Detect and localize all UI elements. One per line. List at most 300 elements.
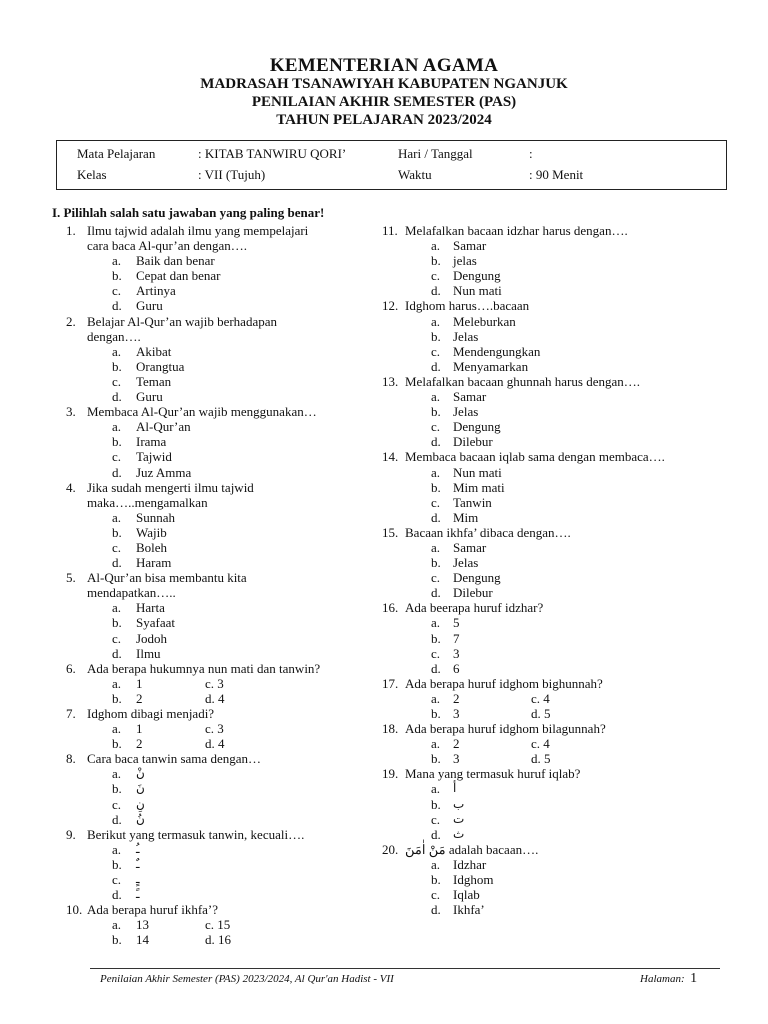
- option-text: Harta: [136, 600, 165, 616]
- question-text: Bacaan ikhfa’ dibaca dengan….: [405, 524, 571, 540]
- question-line: [382, 374, 712, 389]
- option: [382, 797, 712, 812]
- question-line: [382, 721, 712, 736]
- option-text: Artinya: [136, 283, 176, 299]
- subject-value: : KITAB TANWIRU QORI’: [198, 146, 347, 161]
- option-letter: d.: [431, 283, 441, 299]
- question-line: [52, 404, 372, 419]
- question-line: [382, 298, 712, 313]
- option-letter: c.: [431, 570, 441, 586]
- option: [52, 842, 372, 857]
- option: [52, 253, 372, 268]
- question-item: [382, 766, 712, 841]
- option-text-second: c. 3: [205, 675, 224, 691]
- question-line: [52, 223, 372, 238]
- question-item: [52, 661, 372, 706]
- option-text: Cepat dan benar: [136, 268, 221, 284]
- option: [52, 419, 372, 434]
- question-number: 12.: [382, 298, 399, 314]
- option-text: 3: [453, 706, 460, 721]
- option: [382, 646, 712, 661]
- question-item: [52, 223, 372, 314]
- option-text: Wajib: [136, 524, 167, 540]
- option: [52, 389, 372, 404]
- option-letter: b.: [112, 690, 122, 706]
- option: [382, 359, 712, 374]
- option: [382, 389, 712, 404]
- question-item: [52, 570, 372, 661]
- question-text: Jika sudah mengerti ilmu tajwid: [87, 479, 254, 495]
- option-letter: a.: [112, 841, 122, 857]
- question-line: [52, 827, 372, 842]
- option-text: 3: [453, 751, 460, 767]
- option: [382, 344, 712, 359]
- subject-label: Mata Pelajaran: [77, 146, 156, 161]
- option-text: 14: [136, 932, 149, 948]
- option-letter: a.: [112, 721, 122, 737]
- option-letter: d.: [112, 389, 122, 405]
- question-number: 13.: [382, 373, 399, 389]
- option-text: ـً: [136, 887, 140, 902]
- option: [382, 585, 712, 600]
- option: [52, 344, 372, 359]
- option-letter: a.: [112, 419, 122, 435]
- option-pair: [52, 932, 372, 947]
- option-pair: [52, 676, 372, 691]
- option: [52, 268, 372, 283]
- question-text: Ada berapa huruf idghom bighunnah?: [405, 675, 603, 691]
- option-letter: b.: [431, 751, 441, 767]
- question-number: 3.: [66, 404, 76, 420]
- question-number: 10.: [66, 902, 83, 918]
- option-letter: b.: [431, 404, 441, 420]
- option-text: Jelas: [453, 328, 479, 344]
- question-item: [52, 480, 372, 571]
- option-pair: [52, 691, 372, 706]
- date-label: Hari / Tanggal: [398, 146, 473, 161]
- question-line: [52, 570, 372, 585]
- question-line: [52, 902, 372, 917]
- option: [52, 646, 372, 661]
- option: [52, 359, 372, 374]
- option-text: 7: [453, 630, 460, 646]
- option-letter: c.: [431, 887, 441, 903]
- option-text: Dengung: [453, 268, 501, 284]
- page-label: Halaman:: [640, 973, 685, 985]
- option-letter: a.: [112, 766, 122, 782]
- option-letter: a.: [112, 600, 122, 616]
- option-letter: a.: [431, 313, 441, 329]
- option-letter: d.: [431, 509, 441, 525]
- option-text: Dengung: [453, 570, 501, 586]
- option-letter: d.: [112, 887, 122, 903]
- question-number: 6.: [66, 660, 76, 676]
- option-text: Idghom: [453, 872, 494, 888]
- question-text: Berikut yang termasuk tanwin, kecuali….: [87, 826, 305, 842]
- question-item: [382, 525, 712, 600]
- option-text: ـٌ: [136, 856, 140, 871]
- section-title: I. Pilihlah salah satu jawaban yang paling benar!: [52, 205, 325, 220]
- question-item: [382, 449, 712, 524]
- question-text: Melafalkan bacaan idzhar harus dengan….: [405, 223, 628, 238]
- option-text: ب: [453, 796, 465, 811]
- question-number: 9.: [66, 826, 76, 842]
- date-value: :: [529, 146, 533, 161]
- option-text-second: c. 3: [205, 721, 224, 737]
- question-text: Ada berapa huruf ikhfa’?: [87, 902, 219, 918]
- option: [382, 857, 712, 872]
- option-text: Irama: [136, 434, 167, 450]
- option-text: Mendengungkan: [453, 343, 541, 359]
- option: [382, 570, 712, 585]
- option-text: نِ: [136, 796, 145, 811]
- option-letter: c.: [431, 343, 441, 359]
- option-text: ـٍ: [136, 872, 140, 887]
- option: [382, 419, 712, 434]
- question-number: 2.: [66, 313, 76, 329]
- option-text: Jelas: [453, 555, 479, 571]
- question-line: [52, 661, 372, 676]
- time-label: Waktu: [398, 167, 432, 182]
- option: [382, 781, 712, 796]
- option: [52, 887, 372, 902]
- option-letter: b.: [431, 872, 441, 888]
- question-number: 20.: [382, 841, 399, 857]
- option-text: Samar: [453, 238, 487, 254]
- option-text: Idzhar: [453, 856, 487, 872]
- option-letter: c.: [112, 796, 122, 812]
- option: [52, 631, 372, 646]
- option-letter: a.: [431, 539, 441, 555]
- question-text: Ada beerapa huruf idzhar?: [405, 600, 544, 616]
- option-text: Samar: [453, 539, 487, 555]
- time-value: : 90 Menit: [529, 167, 584, 182]
- option-letter: b.: [431, 253, 441, 269]
- question-text: مَنْ اٰمَنَ adalah bacaan….: [405, 841, 539, 857]
- class-value: : VII (Tujuh): [198, 167, 266, 182]
- option-letter: c.: [112, 283, 122, 299]
- question-text: dengan….: [87, 328, 141, 344]
- option: [382, 631, 712, 646]
- option: [382, 661, 712, 676]
- option-text: Akibat: [136, 343, 172, 359]
- option-text-second: d. 5: [531, 751, 551, 767]
- question-number: 17.: [382, 675, 399, 691]
- option-letter: d.: [431, 585, 441, 601]
- option-letter: b.: [431, 328, 441, 344]
- question-number: 5.: [66, 570, 76, 586]
- question-text: Ada berapa hukumnya nun mati dan tanwin?: [87, 660, 321, 676]
- option-letter: a.: [431, 238, 441, 254]
- option-text: نُ: [136, 811, 145, 826]
- option: [382, 329, 712, 344]
- option: [52, 374, 372, 389]
- school-name: MADRASAH TSANAWIYAH KABUPATEN NGANJUK: [200, 76, 568, 92]
- option-letter: b.: [112, 615, 122, 631]
- option-letter: d.: [112, 555, 122, 571]
- question-line-cont: [52, 238, 372, 253]
- question-number: 15.: [382, 524, 399, 540]
- question-item: [382, 842, 712, 917]
- option-pair: [382, 706, 712, 721]
- question-line: [52, 314, 372, 329]
- option-letter: d.: [112, 464, 122, 480]
- option-text: Teman: [136, 373, 172, 389]
- option: [382, 434, 712, 449]
- option: [52, 465, 372, 480]
- option-pair: [52, 721, 372, 736]
- option-text: Haram: [136, 555, 172, 571]
- question-item: [52, 706, 372, 751]
- option-letter: a.: [431, 781, 441, 797]
- option: [52, 298, 372, 313]
- option: [52, 797, 372, 812]
- questions-right-column: [382, 205, 712, 917]
- option: [52, 434, 372, 449]
- option-text: Jodoh: [136, 630, 168, 646]
- option-letter: a.: [431, 615, 441, 631]
- option: [382, 812, 712, 827]
- option-letter: d.: [431, 434, 441, 450]
- identity-box: [56, 140, 727, 190]
- option-text: 2: [136, 690, 143, 706]
- option-text: Ikhfa’: [453, 902, 485, 918]
- option-text: 6: [453, 660, 460, 676]
- footer-rule: [90, 968, 720, 969]
- option: [382, 314, 712, 329]
- option: [52, 510, 372, 525]
- option-pair: [382, 751, 712, 766]
- option-letter: b.: [112, 736, 122, 752]
- option-pair: [52, 917, 372, 932]
- question-item: [52, 827, 372, 902]
- header-title: KEMENTERIAN AGAMA: [269, 55, 499, 76]
- option: [52, 857, 372, 872]
- option-letter: a.: [112, 675, 122, 691]
- question-line-cont: [52, 329, 372, 344]
- option-letter: b.: [431, 555, 441, 571]
- option-letter: a.: [431, 856, 441, 872]
- option-text: أ: [453, 781, 457, 796]
- option-text: Samar: [453, 389, 487, 405]
- option-letter: c.: [112, 872, 122, 888]
- option-text: ت: [453, 811, 465, 826]
- option-text: Iqlab: [453, 887, 480, 903]
- option-text: نَ: [136, 781, 145, 796]
- option-text: Mim: [453, 509, 479, 525]
- question-line: [382, 449, 712, 464]
- option: [382, 495, 712, 510]
- question-text: Idghom harus….bacaan: [405, 298, 530, 314]
- option: [52, 540, 372, 555]
- option: [52, 555, 372, 570]
- option-letter: b.: [112, 781, 122, 797]
- question-line-cont: [52, 585, 372, 600]
- question-line: [382, 842, 712, 857]
- option-letter: d.: [112, 811, 122, 827]
- option: [52, 525, 372, 540]
- option-letter: a.: [112, 509, 122, 525]
- option: [382, 887, 712, 902]
- option-text-second: c. 4: [531, 736, 550, 752]
- option: [52, 449, 372, 464]
- option-text: نْ: [136, 766, 145, 781]
- option-text: 1: [136, 675, 143, 691]
- question-text: Ilmu tajwid adalah ilmu yang mempelajari: [87, 223, 309, 238]
- question-line: [52, 751, 372, 766]
- question-number: 1.: [66, 223, 76, 238]
- option-letter: b.: [431, 706, 441, 721]
- question-line: [382, 525, 712, 540]
- question-item: [382, 600, 712, 675]
- option-text: Syafaat: [136, 615, 175, 631]
- question-text: Mana yang termasuk huruf iqlab?: [405, 766, 581, 782]
- option: [382, 555, 712, 570]
- option-text: 2: [136, 736, 143, 752]
- question-line: [382, 676, 712, 691]
- option-pair: [52, 736, 372, 751]
- option-text: 5: [453, 615, 460, 631]
- option-letter: a.: [112, 253, 122, 269]
- question-text: Membaca bacaan iqlab sama dengan membaca….: [405, 449, 665, 465]
- option: [382, 238, 712, 253]
- question-text: mendapatkan…..: [87, 585, 176, 601]
- option-letter: c.: [431, 268, 441, 284]
- option: [382, 615, 712, 630]
- option-text: Orangtua: [136, 358, 185, 374]
- option-letter: a.: [431, 389, 441, 405]
- question-number: 19.: [382, 766, 399, 782]
- option-letter: b.: [431, 630, 441, 646]
- option-text: Jelas: [453, 404, 479, 420]
- option: [52, 600, 372, 615]
- option-text: Ilmu: [136, 645, 161, 661]
- option-letter: d.: [431, 826, 441, 842]
- question-text: Cara baca tanwin sama dengan…: [87, 751, 261, 767]
- option: [52, 781, 372, 796]
- exam-name: PENILAIAN AKHIR SEMESTER (PAS): [251, 94, 517, 110]
- option-letter: c.: [431, 494, 441, 510]
- option: [382, 902, 712, 917]
- option-text: Baik dan benar: [136, 253, 215, 269]
- option-letter: b.: [112, 856, 122, 872]
- option-letter: c.: [431, 645, 441, 661]
- option: [52, 812, 372, 827]
- question-item: [52, 314, 372, 405]
- option: [382, 872, 712, 887]
- option-text: Nun mati: [453, 464, 502, 480]
- question-text: Al-Qur’an bisa membantu kita: [87, 570, 247, 586]
- option-text-second: d. 16: [205, 932, 231, 948]
- option: [382, 253, 712, 268]
- question-text: Melafalkan bacaan ghunnah harus dengan….: [405, 373, 640, 389]
- option-text: 13: [136, 917, 149, 933]
- page-num: 1: [690, 971, 698, 986]
- option-text: Mim mati: [453, 479, 505, 495]
- question-text: Membaca Al-Qur’an wajib menggunakan…: [87, 404, 317, 420]
- option-letter: a.: [431, 690, 441, 706]
- question-item: [382, 676, 712, 721]
- option-text-second: d. 4: [205, 736, 225, 752]
- option-text: Dengung: [453, 419, 501, 435]
- option-text-second: d. 4: [205, 690, 225, 706]
- option-text: Dilebur: [453, 585, 493, 601]
- question-line-cont: [52, 495, 372, 510]
- option-pair: [382, 736, 712, 751]
- option-text: Dilebur: [453, 434, 493, 450]
- option-letter: c.: [112, 539, 122, 555]
- option-letter: a.: [112, 343, 122, 359]
- academic-year: TAHUN PELAJARAN 2023/2024: [276, 112, 492, 128]
- option-text: jelas: [453, 253, 477, 269]
- option-text: 1: [136, 721, 143, 737]
- option-letter: c.: [112, 449, 122, 465]
- option: [382, 510, 712, 525]
- option-letter: b.: [112, 268, 122, 284]
- question-item: [382, 721, 712, 766]
- option-letter: b.: [112, 358, 122, 374]
- option: [382, 465, 712, 480]
- question-item: [382, 223, 712, 298]
- option-letter: a.: [431, 736, 441, 752]
- question-line: [52, 480, 372, 495]
- option-text: Juz Amma: [136, 464, 192, 480]
- option: [382, 283, 712, 298]
- class-label: Kelas: [77, 167, 107, 182]
- option: [52, 872, 372, 887]
- option: [382, 404, 712, 419]
- question-number: 16.: [382, 600, 399, 616]
- option-text: 2: [453, 736, 460, 752]
- option-letter: b.: [431, 796, 441, 812]
- option-text: ـُ: [136, 841, 140, 856]
- option-letter: a.: [431, 464, 441, 480]
- option-text: Al-Qur’an: [136, 419, 191, 435]
- question-item: [382, 298, 712, 373]
- question-item: [52, 751, 372, 826]
- option-text: 3: [453, 645, 460, 661]
- option-text-second: c. 15: [205, 917, 231, 933]
- question-text: Ada berapa huruf idghom bilagunnah?: [405, 721, 606, 737]
- option-letter: b.: [112, 434, 122, 450]
- option-letter: d.: [112, 645, 122, 661]
- question-number: 11.: [382, 223, 398, 238]
- question-text: Idghom dibagi menjadi?: [87, 706, 215, 721]
- option: [382, 268, 712, 283]
- option-text: Meleburkan: [453, 313, 516, 329]
- option-text-second: d. 5: [531, 706, 551, 721]
- option-text: Tanwin: [453, 494, 492, 510]
- footer-text: Penilaian Akhir Semester (PAS) 2023/2024, Al Qur'an Hadist - VII: [100, 973, 394, 985]
- questions-left-column: [52, 205, 372, 948]
- option-text: Sunnah: [136, 509, 175, 525]
- option: [52, 615, 372, 630]
- option-letter: d.: [431, 358, 441, 374]
- question-line: [382, 600, 712, 615]
- question-number: 8.: [66, 751, 76, 767]
- option-pair: [382, 691, 712, 706]
- page-number: [640, 971, 697, 987]
- question-number: 18.: [382, 721, 399, 737]
- option: [382, 480, 712, 495]
- option-letter: d.: [431, 660, 441, 676]
- option-text: 2: [453, 690, 460, 706]
- option-text: Tajwid: [136, 449, 172, 465]
- option-text: ث: [453, 826, 465, 841]
- question-line: [52, 706, 372, 721]
- option-letter: c.: [431, 419, 441, 435]
- option: [52, 283, 372, 298]
